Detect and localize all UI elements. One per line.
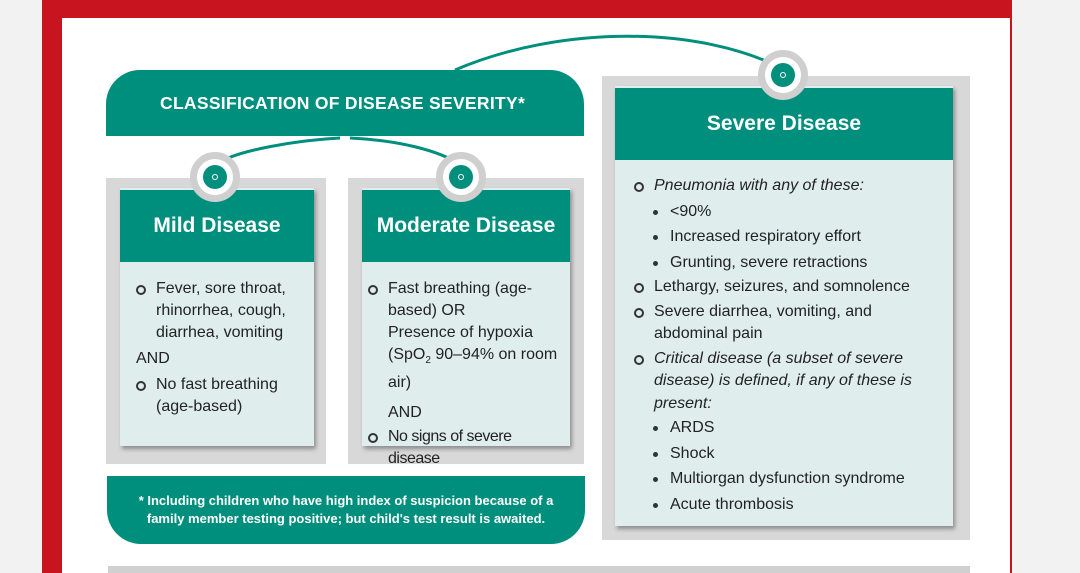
dot-icon <box>653 452 658 457</box>
dot-icon <box>653 261 658 266</box>
list-item: No signs of severe disease <box>368 426 566 470</box>
bullet-icon <box>634 182 644 192</box>
hypoxia-text: Presence of hypoxia (SpO$_2$ 90–94% on room air) <box>388 324 558 392</box>
severe-body <box>634 175 946 516</box>
list-item: Fast breathing (age-based) OR <box>368 278 566 322</box>
mild-node-icon <box>190 152 240 202</box>
bullet-icon <box>136 285 146 295</box>
list-item: Fever, sore throat, rhinorrhea, cough, diarrhea, vomiting <box>136 278 308 344</box>
mild-and: AND <box>136 350 170 367</box>
list-item: Critical disease (a subset of severe disease) is defined, if any of these is present: <box>634 348 946 416</box>
sub-item: Acute thrombosis <box>634 494 946 517</box>
bullet-icon <box>368 285 378 295</box>
sub-item: Increased respiratory effort <box>634 226 946 249</box>
severe-heading: Severe Disease <box>615 88 953 160</box>
list-item: Lethargy, seizures, and somnolence <box>634 276 946 299</box>
moderate-body <box>368 278 566 470</box>
bullet-icon <box>634 308 644 318</box>
footnote <box>107 476 585 544</box>
list-item: No fast breathing (age-based) <box>136 374 308 418</box>
sub-item: ARDS <box>634 417 946 440</box>
mild-body <box>136 278 308 418</box>
moderate-and: AND <box>388 404 422 422</box>
moderate-heading: Moderate Disease <box>362 190 570 262</box>
dot-icon <box>653 503 658 508</box>
footnote-text: * Including children who have high index of suspicion because of a family member testing positive; but child's test result is awaited. <box>138 493 554 526</box>
dot-icon <box>653 477 658 482</box>
list-item: Pneumonia with any of these: <box>634 175 946 198</box>
bullet-icon <box>368 433 378 443</box>
sub-item: <90% <box>634 201 946 224</box>
diagram-title <box>106 70 584 136</box>
dot-icon <box>653 426 658 431</box>
dot-icon <box>653 235 658 240</box>
list-item: Severe diarrhea, vomiting, and abdominal pain <box>634 301 946 346</box>
bullet-icon <box>634 283 644 293</box>
connector-title-severe <box>455 36 785 70</box>
sub-item: Shock <box>634 443 946 466</box>
moderate-node-icon <box>436 152 486 202</box>
bottom-divider <box>108 566 970 573</box>
sub-item: Grunting, severe retractions <box>634 252 946 275</box>
bullet-icon <box>634 355 644 365</box>
sub-item: Multiorgan dysfunction syndrome <box>634 468 946 491</box>
severe-node-icon <box>758 50 808 100</box>
title-text: CLASSIFICATION OF DISEASE SEVERITY* <box>160 92 526 113</box>
bullet-icon <box>136 381 146 391</box>
dot-icon <box>653 210 658 215</box>
mild-heading: Mild Disease <box>120 190 314 262</box>
